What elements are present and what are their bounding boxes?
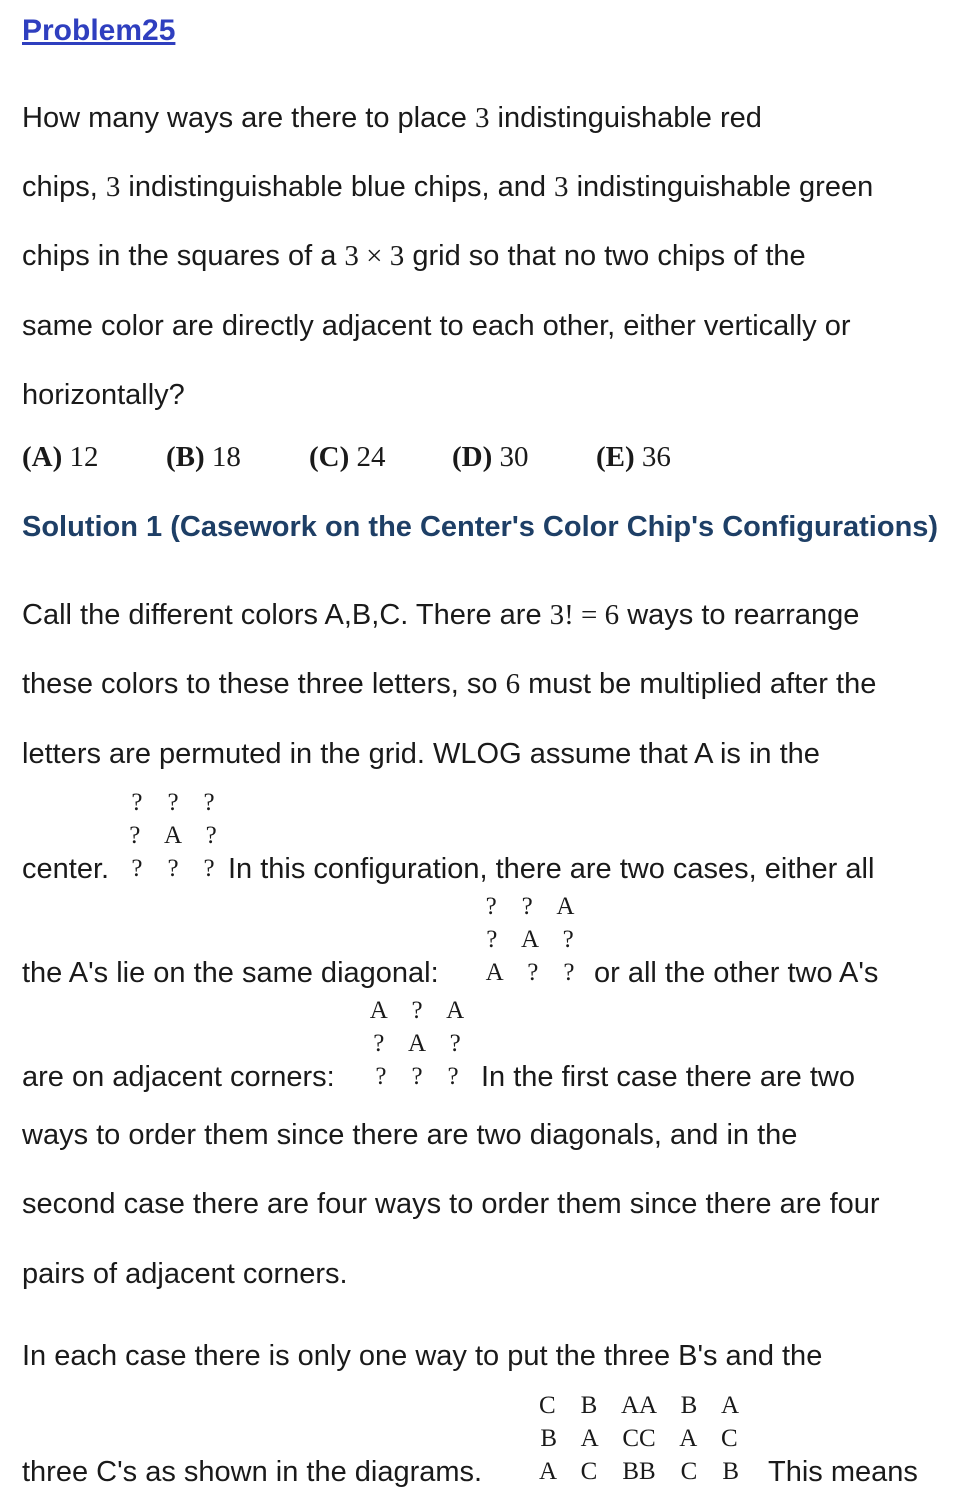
grid-row: ? ? A: [485, 893, 575, 920]
choice-b: (B) 18: [166, 441, 241, 473]
solution-line-8: second case there are four ways to order them since there are four: [22, 1188, 880, 1220]
solution-line-5b: or all the other two A's: [594, 957, 879, 989]
solution-line-11a: three C's as shown in the diagrams.: [22, 1456, 483, 1488]
grid-row: ? A ?: [129, 822, 217, 849]
grid-adjacent-corners: [347, 994, 487, 1093]
grid-row: C B AA B A: [538, 1392, 740, 1419]
grid-diagonal: [460, 890, 600, 989]
problem-line-2: chips, 3 indistinguishable blue chips, and 3 indistinguishable green: [22, 171, 874, 203]
solution-title: Solution 1 (Casework on the Center's Color Chip's Configurations): [22, 511, 939, 543]
grid-row: ? ? ?: [131, 789, 215, 816]
solution-line-10: In each case there is only one way to put the three B's and the: [22, 1340, 823, 1372]
solution-line-5a: the A's lie on the same diagonal:: [22, 957, 439, 989]
problem-line-4: same color are directly adjacent to each other, either vertically or: [22, 310, 851, 342]
choice-d: (D) 30: [452, 441, 529, 473]
solution-line-2: these colors to these three letters, so 6 must be multiplied after the: [22, 668, 877, 700]
solution-line-6b: In the first case there are two: [481, 1061, 855, 1093]
solution-line-4a: center.: [22, 853, 110, 885]
solution-line-7: ways to order them since there are two diagonals, and in the: [22, 1119, 798, 1151]
problem-line-3: chips in the squares of a 3 × 3 grid so that no two chips of the: [22, 240, 806, 272]
solution-line-1: Call the different colors A,B,C. There are 3! = 6 ways to rearrange: [22, 599, 860, 631]
solution-line-9: pairs of adjacent corners.: [22, 1258, 348, 1290]
choice-c: (C) 24: [309, 441, 386, 473]
grid-final-fill: [504, 1389, 774, 1488]
choice-a: (A) 12: [22, 441, 99, 473]
solution-line-11b: This means: [768, 1456, 918, 1488]
grid-row: A ? A: [369, 997, 465, 1024]
problem-link[interactable]: Problem25: [22, 14, 176, 47]
grid-row: ? A ?: [373, 1030, 461, 1057]
solution-line-3: letters are permuted in the grid. WLOG assume that A is in the: [22, 738, 820, 770]
grid-row: A C BB C B: [538, 1458, 740, 1485]
grid-row: ? ? ?: [375, 1063, 459, 1090]
grid-center-a: [108, 786, 238, 885]
grid-row: B A CC A C: [540, 1425, 738, 1452]
grid-row: A ? ?: [485, 959, 575, 986]
problem-line-1: How many ways are there to place 3 indistinguishable red: [22, 102, 762, 134]
solution-line-4b: In this configuration, there are two cases, either all: [228, 853, 875, 885]
problem-line-5: horizontally?: [22, 379, 185, 411]
solution-line-6a: are on adjacent corners:: [22, 1061, 335, 1093]
choice-e: (E) 36: [596, 441, 671, 473]
grid-row: ? ? ?: [131, 855, 215, 882]
grid-row: ? A ?: [486, 926, 574, 953]
